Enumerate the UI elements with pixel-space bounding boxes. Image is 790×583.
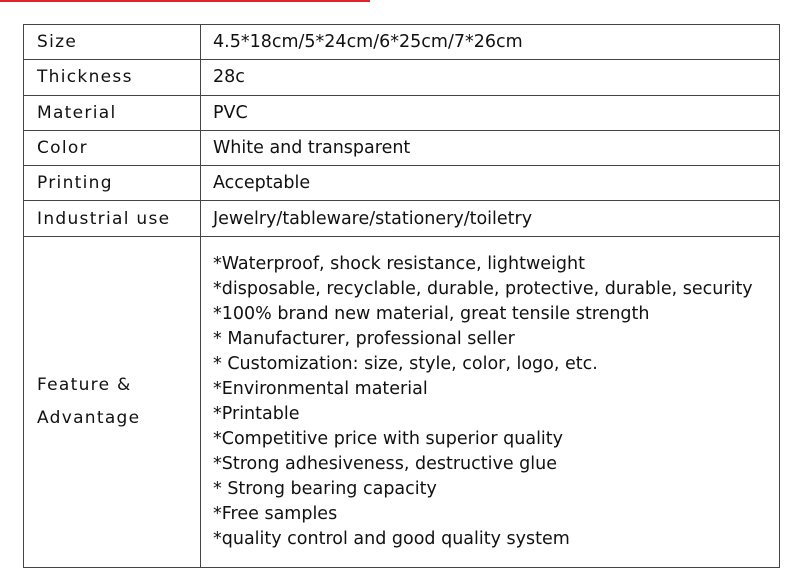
spec-table: [23, 24, 780, 568]
feature-item: *Waterproof, shock resistance, lightweight: [213, 253, 585, 274]
feature-item: * Customization: size, style, color, logo, etc.: [213, 353, 598, 374]
spec-label: Thickness: [24, 60, 201, 95]
spec-label: Material: [24, 95, 201, 130]
spec-row-printing: [24, 166, 780, 201]
feature-label: [24, 236, 201, 567]
spec-value: Jewelry/tableware/stationery/toiletry: [201, 201, 780, 236]
feature-item: *disposable, recyclable, durable, protective, durable, security: [213, 278, 753, 299]
spec-row-material: [24, 95, 780, 130]
feature-item: *Competitive price with superior quality: [213, 428, 564, 449]
spec-value: 28c: [201, 60, 780, 95]
spec-row-size: [24, 25, 780, 60]
spec-label: Industrial use: [24, 201, 201, 236]
top-accent-rule: [0, 0, 370, 2]
feature-label-line: Advantage: [37, 407, 141, 428]
feature-item: *quality control and good quality system: [213, 528, 570, 549]
spec-row-color: [24, 130, 780, 165]
spec-value: PVC: [201, 95, 780, 130]
feature-item: *Printable: [213, 403, 300, 424]
feature-label-line: Feature &: [37, 374, 132, 395]
spec-value: 4.5*18cm/5*24cm/6*25cm/7*26cm: [201, 25, 780, 60]
feature-item: *Strong adhesiveness, destructive glue: [213, 453, 558, 474]
feature-item: * Strong bearing capacity: [213, 478, 437, 499]
spec-value: White and transparent: [201, 130, 780, 165]
spec-label: Size: [24, 25, 201, 60]
feature-item: * Manufacturer, professional seller: [213, 328, 515, 349]
spec-label: Printing: [24, 166, 201, 201]
feature-item: *Environmental material: [213, 378, 428, 399]
feature-item: *100% brand new material, great tensile strength: [213, 303, 650, 324]
spec-label: Color: [24, 130, 201, 165]
spec-row-thickness: [24, 60, 780, 95]
spec-value: Acceptable: [201, 166, 780, 201]
spec-row-feature-advantage: [24, 236, 780, 567]
feature-list: [201, 236, 780, 567]
spec-row-industrial-use: [24, 201, 780, 236]
feature-item: *Free samples: [213, 503, 338, 524]
